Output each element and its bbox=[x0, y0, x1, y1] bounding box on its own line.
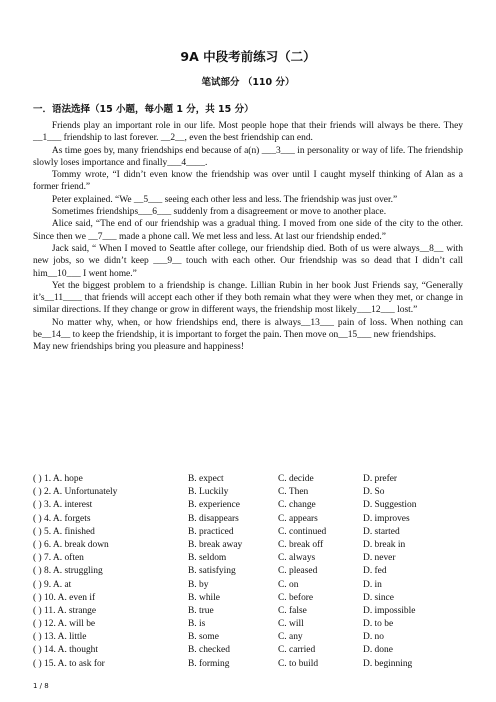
option-b: B. by bbox=[188, 579, 209, 590]
page-number: 1 / 8 bbox=[33, 682, 49, 690]
question-option-a: ( ) 13. A. little bbox=[33, 632, 87, 643]
passage-paragraph: Yet the biggest problem to a friendship is change. Lillian Rubin in her book Just Friends say, “Generally it’s__11____ that friends will accept each other if they both remain what they were when they met, or change in similar directions. If they change or grow in different ways, the friendship most likely___12___ lost.” bbox=[33, 280, 463, 316]
option-c: C. will bbox=[278, 619, 304, 630]
option-c: C. Then bbox=[278, 487, 309, 498]
option-row bbox=[33, 579, 473, 592]
option-b: B. is bbox=[188, 619, 206, 630]
option-c: C. break off bbox=[278, 539, 324, 550]
passage-paragraph: Tommy wrote, “I didn’t even know the friendship was over until I caught myself thinking of Alan as a former friend.” bbox=[33, 170, 463, 193]
option-d: D. to be bbox=[363, 619, 394, 630]
option-row bbox=[33, 473, 473, 486]
option-d: D. Suggestion bbox=[363, 500, 417, 511]
question-option-a: ( ) 1. A. hope bbox=[33, 474, 83, 484]
option-b: B. some bbox=[188, 632, 219, 643]
passage-paragraph: As time goes by, many friendships end because of a(n) ___3___ in personality or way of life. The friendship slowly loses importance and finally___4____. bbox=[33, 145, 463, 168]
option-b: B. seldom bbox=[188, 553, 227, 564]
option-c: C. any bbox=[278, 632, 303, 643]
option-row bbox=[33, 552, 473, 565]
option-d: D. improves bbox=[363, 513, 410, 524]
option-d: D. started bbox=[363, 526, 400, 537]
question-option-a: ( ) 5. A. finished bbox=[33, 526, 95, 537]
question-option-a: ( ) 10. A. even if bbox=[33, 592, 96, 603]
question-option-a: ( ) 6. A. break down bbox=[33, 539, 109, 550]
question-option-a: ( ) 2. A. Unfortunately bbox=[33, 487, 118, 498]
option-b: B. true bbox=[188, 605, 214, 616]
option-c: C. to build bbox=[278, 658, 319, 669]
option-c: C. continued bbox=[278, 526, 327, 537]
option-d: D. in bbox=[363, 579, 382, 590]
option-row bbox=[33, 565, 473, 578]
option-d: D. fed bbox=[363, 566, 387, 577]
question-option-a: ( ) 12. A. will be bbox=[33, 619, 96, 630]
passage-paragraph: Jack said, “ When I moved to Seattle after college, our friendship died. Both of us were always__8__ with new jobs, so we didn’t keep ___9__ touch with each other. Our friendship was so dead that I didn’t call him__10___ I went home.” bbox=[33, 243, 463, 279]
option-c: C. change bbox=[278, 500, 316, 511]
section-heading: 一．语法选择（15 小题，每小题 1 分，共 15 分） bbox=[33, 104, 254, 115]
question-option-a: ( ) 14. A. thought bbox=[33, 645, 99, 656]
option-d: D. beginning bbox=[363, 658, 413, 669]
option-d: D. impossible bbox=[363, 605, 416, 616]
option-row bbox=[33, 486, 473, 499]
option-row bbox=[33, 605, 473, 618]
option-row bbox=[33, 618, 473, 631]
option-row bbox=[33, 513, 473, 526]
question-option-a: ( ) 4. A. forgets bbox=[33, 513, 91, 524]
option-d: D. break in bbox=[363, 539, 406, 550]
option-b: B. expect bbox=[188, 474, 224, 484]
option-row bbox=[33, 539, 473, 552]
option-row bbox=[33, 499, 473, 512]
option-c: C. on bbox=[278, 579, 299, 590]
page-subtitle: 笔试部分 （110 分） bbox=[201, 77, 295, 88]
question-option-a: ( ) 11. A. strange bbox=[33, 605, 97, 616]
option-row bbox=[33, 526, 473, 539]
option-b: B. forming bbox=[188, 658, 230, 669]
option-d: D. never bbox=[363, 553, 396, 564]
option-c: C. false bbox=[278, 605, 307, 616]
option-d: D. no bbox=[363, 632, 384, 643]
option-b: B. while bbox=[188, 592, 220, 603]
page-title: 9A 中段考前练习（二） bbox=[180, 49, 316, 64]
passage-paragraph: Sometimes friendships___6___ suddenly from a disagreement or move to another place. bbox=[51, 207, 387, 218]
passage-paragraph: Friends play an important role in our life. Most people hope that their friends will always be there. They __1___ friendship to last forever. __2__, even the best friendship can end. bbox=[33, 121, 463, 144]
option-row bbox=[33, 658, 473, 671]
question-option-a: ( ) 8. A. struggling bbox=[33, 566, 103, 577]
question-option-a: ( ) 7. A. often bbox=[33, 553, 84, 564]
option-d: D. done bbox=[363, 645, 393, 656]
option-c: C. pleased bbox=[278, 566, 318, 577]
option-d: D. since bbox=[363, 592, 394, 603]
question-option-a: ( ) 3. A. interest bbox=[33, 500, 93, 511]
closing-line: May new friendships bring you pleasure and happiness! bbox=[33, 342, 244, 353]
passage bbox=[33, 120, 463, 354]
option-row bbox=[33, 592, 473, 605]
option-b: B. Luckily bbox=[188, 487, 229, 498]
option-c: C. always bbox=[278, 553, 316, 564]
option-row bbox=[33, 631, 473, 644]
option-b: B. break away bbox=[188, 539, 243, 550]
option-b: B. checked bbox=[188, 645, 230, 656]
option-c: C. carried bbox=[278, 645, 316, 656]
option-b: B. satisfying bbox=[188, 566, 236, 577]
option-d: D. prefer bbox=[363, 474, 398, 484]
option-d: D. So bbox=[363, 487, 385, 498]
option-c: C. appears bbox=[278, 513, 318, 524]
question-option-a: ( ) 9. A. at bbox=[33, 579, 72, 590]
option-c: C. decide bbox=[278, 474, 314, 484]
passage-paragraph: Alice said, “The end of our friendship was a gradual thing. I moved from one side of the city to the other. Since then we __7___ made a phone call. We met less and less. At last our friendship ended.” bbox=[33, 219, 463, 242]
passage-paragraph: No matter why, when, or how friendships end, there is always__13___ pain of loss. When nothing can be__14__ to keep the friendship, it is important to forget the pain. Then move on__15___ new friendships. bbox=[33, 317, 463, 341]
option-c: C. before bbox=[278, 592, 314, 603]
question-option-a: ( ) 15. A. to ask for bbox=[33, 658, 105, 669]
answer-options bbox=[33, 473, 473, 671]
option-b: B. practiced bbox=[188, 526, 234, 537]
passage-paragraph: Peter explained. “We __5___ seeing each other less and less. The friendship was just over.” bbox=[51, 194, 398, 205]
option-b: B. disappears bbox=[188, 513, 239, 524]
option-b: B. experience bbox=[188, 500, 240, 511]
option-row bbox=[33, 644, 473, 657]
